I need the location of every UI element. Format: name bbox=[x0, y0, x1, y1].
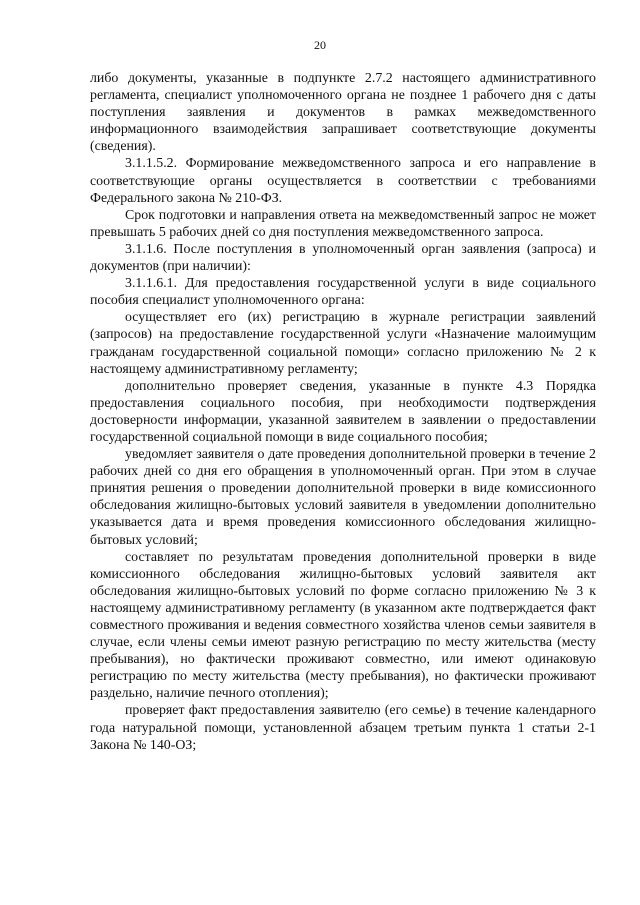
paragraph-3-1-1-6: 3.1.1.6. После поступления в уполномоченный орган заявления (запроса) и документов (при наличии): bbox=[90, 241, 596, 275]
paragraph-additional-check: дополнительно проверяет сведения, указанные в пункте 4.3 Порядка предоставления социального пособия, при необходимости подтверждения достоверности информации, указанной заявителем в заявлении о предоставлении государственной социальной помощи в виде социального пособия; bbox=[90, 378, 596, 445]
paragraph-3-1-1-5-2: 3.1.1.5.2. Формирование межведомственного запроса и его направление в соответствующие органы осуществляется в соответствии с требованиями Федерального закона № 210-ФЗ. bbox=[90, 156, 596, 206]
paragraph-notification: уведомляет заявителя о дате проведения дополнительной проверки в течение 2 рабочих дней со дня его обращения в уполномоченный орган. При этом в случае принятия решения о проведении дополнительной проверки в виде комиссионного обследования жилищно-бытовых условий заявителя в уведомлении дополнительно указывается дата и время проведения комиссионного обследования жилищно-бытовых условий; bbox=[90, 447, 596, 548]
paragraph-continuation: либо документы, указанные в подпункте 2.7.2 настоящего административного регламента, специалист уполномоченного органа не позднее 1 рабочего дня с даты поступления заявления и документов в рамках межведомственного информационного взаимодействия запрашивает соответствующие документы (сведения). bbox=[90, 71, 596, 155]
document-body bbox=[90, 70, 596, 754]
paragraph-registration: осуществляет его (их) регистрацию в журнале регистрации заявлений (запросов) на предоставление государственной услуги «Назначение малоимущим гражданам государственной социальной помощи» согласно приложению № 2 к настоящему административному регламенту; bbox=[90, 310, 596, 377]
paragraph-3-1-1-6-1: 3.1.1.6.1. Для предоставления государственной услуги в виде социального пособия специалист уполномоченного органа: bbox=[90, 276, 596, 309]
paragraph-inspection-act: составляет по результатам проведения дополнительной проверки в виде комиссионного обследования жилищно-бытовых условий заявителя акт обследования жилищно-бытовых условий по форме согласно приложению № 3 к настоящему административному регламенту (в указанном акте подтверждается факт совместного проживания и ведения совместного хозяйства членов семьи заявителя в случае, если члены семьи имеют разную регистрацию по месту жительства (месту пребывания), но фактически проживают совместно, или имеют одинаковую регистрацию по месту жительства (месту пребывания), но фактически проживают раздельно, наличие печного отопления); bbox=[90, 549, 596, 702]
paragraph-response-deadline: Срок подготовки и направления ответа на межведомственный запрос не может превышать 5 рабочих дней со дня поступления межведомственного запроса. bbox=[90, 207, 596, 240]
paragraph-in-kind-aid-check: проверяет факт предоставления заявителю (его семье) в течение календарного года натуральной помощи, установленной абзацем третьим пункта 1 статьи 2-1 Закона № 140-ОЗ; bbox=[90, 703, 596, 753]
page-number: 20 bbox=[314, 38, 326, 52]
